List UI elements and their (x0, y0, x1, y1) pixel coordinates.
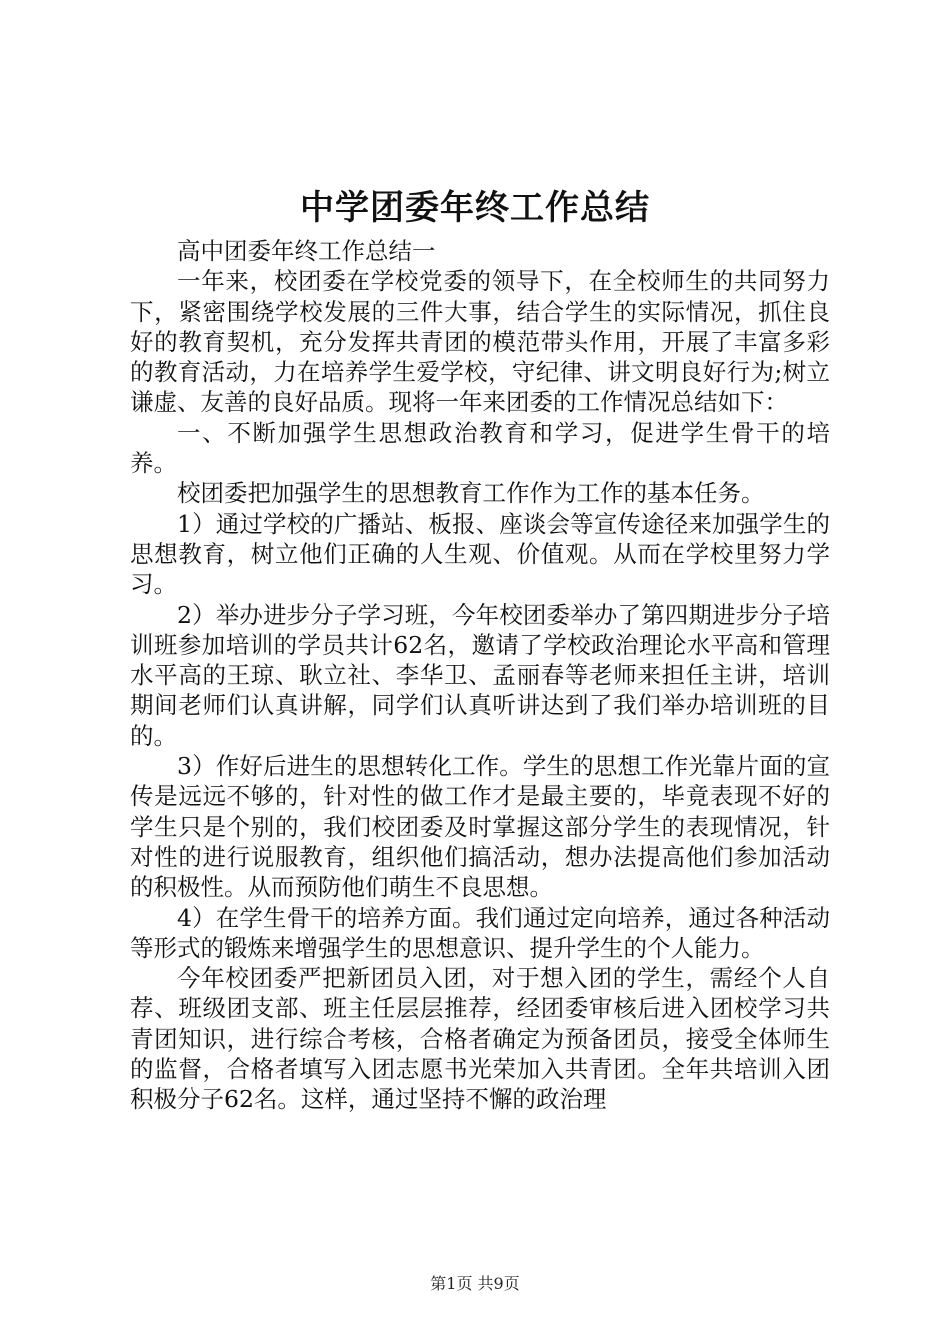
body-paragraph: 今年校团委严把新团员入团，对于想入团的学生，需经个人自荐、班级团支部、班主任层层推荐，经团委审核后进入团校学习共青团知识，进行综合考核，合格者确定为预备团员，接受全体师生的监督，合格者填写入团志愿书光荣加入共青团。全年共培训入团积极分子62名。这样，通过坚持不懈的政治理 (130, 964, 830, 1114)
page-number: 第1页 共9页 (430, 1274, 520, 1293)
body-paragraph: 一年来，校团委在学校党委的领导下，在全校师生的共同努力下，紧密围绕学校发展的三件大事，结合学生的实际情况，抓住良好的教育契机，充分发挥共青团的模范带头作用，开展了丰富多彩的教育活动，力在培养学生爱学校，守纪律、讲文明良好行为;树立谦虚、友善的良好品质。现将一年来团委的工作情况总结如下： (130, 267, 830, 417)
list-item: 1）通过学校的广播站、板报、座谈会等宣传途径来加强学生的思想教育，树立他们正确的人生观、价值观。从而在学校里努力学习。 (130, 509, 830, 599)
document-title: 中学团委年终工作总结 (300, 188, 650, 228)
list-item: 2）举办进步分子学习班，今年校团委举办了第四期进步分子培训班参加培训的学员共计62名，邀请了学校政治理论水平高和管理水平高的王琼、耿立社、李华卫、孟丽春等老师来担任主讲，培训期间老师们认真讲解，同学们认真听讲达到了我们举办培训班的目的。 (130, 600, 830, 750)
section-subheading: 一、不断加强学生思想政治教育和学习，促进学生骨干的培养。 (130, 418, 830, 478)
section-heading: 高中团委年终工作总结一 (177, 237, 436, 265)
list-item: 3）作好后进生的思想转化工作。学生的思想工作光靠片面的宣传是远远不够的，针对性的做工作才是最主要的，毕竟表现不好的学生只是个别的，我们校团委及时掌握这部分学生的表现情况，针对性的进行说服教育，组织他们搞活动，想办法提高他们参加活动的积极性。从而预防他们萌生不良思想。 (130, 752, 830, 902)
document-body (130, 236, 830, 1115)
list-item: 4）在学生骨干的培养方面。我们通过定向培养，通过各种活动等形式的锻炼来增强学生的思想意识、提升学生的个人能力。 (130, 903, 830, 962)
body-paragraph: 校团委把加强学生的思想教育工作作为工作的基本任务。 (177, 479, 765, 508)
